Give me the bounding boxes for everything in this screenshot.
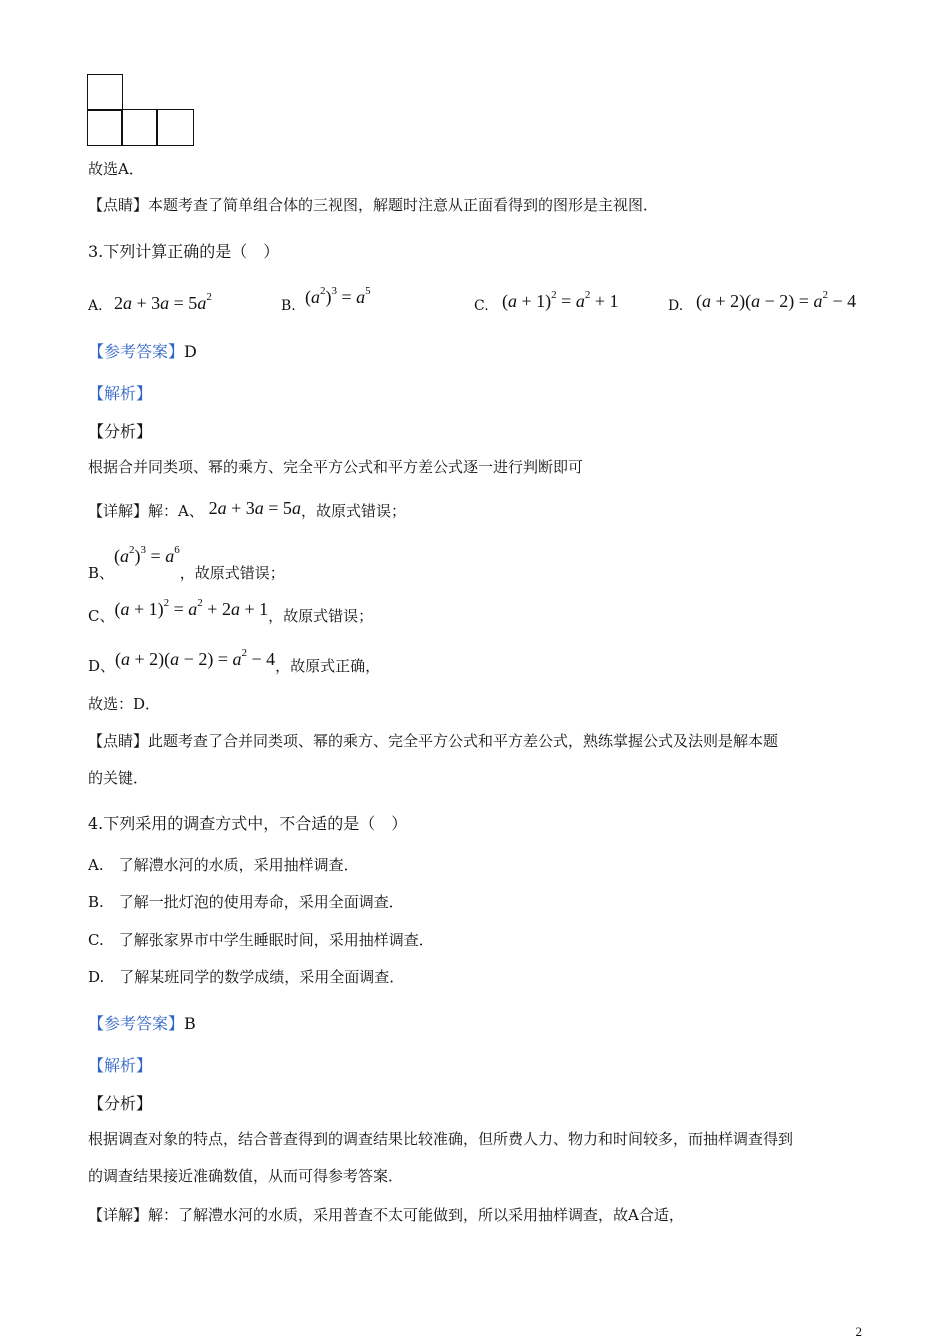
figure-cell-top: [87, 74, 123, 111]
q3-detail-b-prefix: B、: [88, 564, 115, 582]
q3-detail-d-formula: $(a + 2)(a - 2) = a^2 - 4$: [115, 647, 276, 669]
q3-detail-c-formula: $(a + 1)^2 = a^2 + 2a + 1$: [114, 597, 269, 619]
q3-detail-a-suffix: ，故原式错误；: [300, 502, 406, 520]
q4-fenxi-text-2: 的调查结果接近准确数值，从而可得参考答案．: [88, 1167, 404, 1185]
q3-detail-b: [88, 544, 285, 582]
q3-detail-b-suffix: ，故原式错误；: [179, 564, 285, 582]
choose-a-line: 故选A．: [88, 160, 144, 178]
q3-fenxi: 【分析】: [88, 422, 153, 441]
q4-option-c: C. 了解张家界市中学生睡眠时间，采用抽样调查．: [88, 931, 434, 949]
q3-answer: [88, 339, 197, 362]
q3-choose: 故选：D．: [88, 695, 161, 713]
q3-detail-d-prefix: D、: [88, 657, 116, 675]
q4-jiexi: 【解析】: [88, 1056, 153, 1075]
figure-cell-bottom-2: [121, 109, 158, 146]
q4-detail: 【详解】解：了解澧水河的水质，采用普查不太可能做到，所以采用抽样调查，故A合适，: [88, 1206, 684, 1224]
q3-option-a-letter: A.: [88, 298, 103, 314]
q3-detail-c-suffix: ，故原式错误；: [268, 607, 374, 625]
q3-stem: 3.下列计算正确的是（ ）: [88, 242, 280, 261]
q3-detail-a: [88, 500, 406, 521]
q3-detail-a-formula: 2a + 3a = 5a: [208, 498, 301, 518]
q3-fenxi-text: 根据合并同类项、幂的乘方、完全平方公式和平方差公式逐一进行判断即可: [88, 458, 584, 476]
q3-option-c-letter: C.: [474, 298, 489, 314]
q3-answer-value: D: [184, 342, 197, 361]
q4-answer-value: B: [184, 1014, 196, 1033]
q3-detail-d: [88, 647, 381, 675]
page-number: 2: [855, 1324, 862, 1339]
q4-option-b: B. 了解一批灯泡的使用寿命，采用全面调查．: [88, 893, 404, 911]
q4-option-d: D. 了解某班同学的数学成绩，采用全面调查．: [88, 968, 405, 986]
q4-answer: [88, 1011, 196, 1034]
q3-option-d-letter: D.: [668, 298, 684, 314]
q4-fenxi: 【分析】: [88, 1094, 153, 1113]
q3-detail-d-suffix: ，故原式正确，: [275, 657, 381, 675]
figure-cell-bottom-3: [156, 109, 194, 146]
q3-jiexi: 【解析】: [88, 384, 153, 403]
figure-cell-bottom-1: [87, 109, 123, 146]
q3-option-d-formula: $(a + 2)(a - 2) = a^2 - 4$: [696, 289, 857, 311]
q3-dianjing-1: 【点睛】此题考查了合并同类项、幂的乘方、完全平方公式和平方差公式，熟练掌握公式及法则是解本题: [88, 732, 779, 750]
q3-dianjing-2: 的关键．: [88, 769, 149, 787]
q3-option-a-formula: $2a + 3a = 5a^2$: [114, 291, 212, 313]
q3-detail-c-prefix: C、: [88, 607, 115, 625]
q3-detail-c: [88, 597, 374, 625]
q3-option-c-formula: $(a + 1)^2 = a^2 + 1$: [502, 289, 619, 311]
q3-option-b-formula: $(a^2)^3 = a^5$: [305, 285, 371, 307]
q4-answer-label: 【参考答案】: [88, 1014, 185, 1033]
q3-answer-label: 【参考答案】: [88, 342, 185, 361]
dianjing-q2: 【点睛】本题考查了简单组合体的三视图，解题时注意从正面看得到的图形是主视图．: [88, 196, 659, 214]
q3-detail-a-prefix: 【详解】解：A、: [88, 502, 204, 520]
q3-option-b-letter: B.: [281, 298, 296, 314]
q3-detail-b-formula: $(a^2)^3 = a^6$: [114, 544, 180, 566]
q4-fenxi-text-1: 根据调查对象的特点，结合普查得到的调查结果比较准确，但所费人力、物力和时间较多，而抽样调查得到: [88, 1130, 794, 1148]
q4-option-a: A. 了解澧水河的水质，采用抽样调查．: [88, 856, 359, 874]
q4-stem: 4.下列采用的调查方式中，不合适的是（ ）: [88, 814, 408, 833]
